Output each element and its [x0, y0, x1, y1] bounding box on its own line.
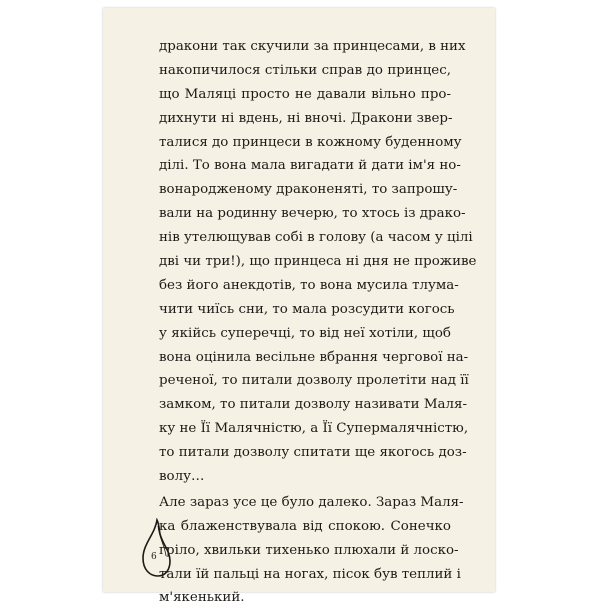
page-number-ornament: [139, 518, 173, 578]
paragraph-1: [159, 35, 477, 489]
text-line: вонародженому драконеняті, то запрошу-: [159, 182, 458, 198]
book-page: [103, 8, 495, 606]
text-line: що Маляці просто не давали вільно про-: [159, 86, 451, 102]
drop-ornament-icon: [139, 518, 173, 578]
text-line: дракони так скучили за принцесами, в них: [159, 39, 466, 54]
text-line: реченої, то питали дозволу пролетіти над її: [159, 373, 469, 389]
text-line: дві чи три!), що принцеса ні дня не проживе: [159, 254, 477, 270]
text-line: замком, то питали дозволу називати Маля-: [159, 397, 467, 413]
text-line: без його анекдотів, то вона мусила тлума-: [159, 277, 459, 293]
page-number: 6: [151, 552, 157, 562]
text-line: накопичилося стільки справ до принцес,: [159, 62, 451, 78]
text-line: то питали дозволу спитати ще якогось доз-: [159, 445, 467, 461]
text-line: ділі. То вона мала вигадати й дати ім'я но-: [159, 158, 461, 174]
text-line: Але зараз усе це було далеко. Зараз Маля-: [159, 494, 464, 510]
body-text: [159, 35, 477, 610]
text-line: гріло, хвильки тихенько плюхали й лоско-: [159, 542, 459, 558]
text-line: дихнути ні вдень, ні вночі. Дракони звер-: [159, 110, 453, 126]
text-line: вали на родинну вечерю, то хтось із драко-: [159, 206, 466, 222]
text-line: ку не Її Малячністю, а Її Супермалячністю,: [159, 421, 469, 437]
text-line: нів утелющував собі в голову (а часом у цілі: [159, 230, 473, 246]
text-line: м'якенький.: [159, 590, 245, 606]
text-line: у якійсь суперечці, то від неї хотіли, щоб: [159, 325, 451, 341]
text-line: вона оцінила весільне вбрання чергової на-: [159, 349, 469, 365]
text-line: чити чиїсь сни, то мала розсудити когось: [159, 301, 455, 317]
text-line: волу…: [159, 469, 205, 485]
text-line: ка блаженствувала від спокою. Сонечко: [159, 518, 451, 534]
text-line: талися до принцеси в кожному буденному: [159, 134, 462, 150]
text-line: тали їй пальці на ногах, пісок був теплий і: [159, 566, 461, 582]
paragraph-2: [159, 491, 464, 610]
